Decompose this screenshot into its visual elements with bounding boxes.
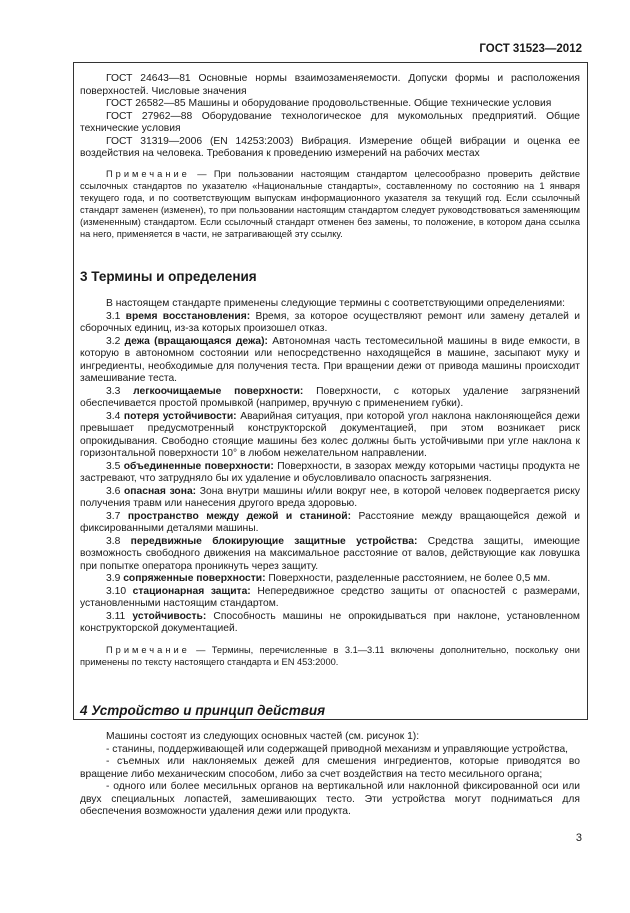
section-4-paragraph: - станины, поддерживающей или содержащей приводной механизм и управляющие устройства,: [106, 743, 569, 755]
section-3: [80, 269, 580, 668]
term-number: 3.7: [106, 510, 128, 522]
term-text: Поверхности, в зазорах между которыми частицы продукта не застревают, что затрудняло бы их удаление и обусловливало опасность загрязнения.: [80, 460, 580, 484]
term-name: пространство между дежой и станиной:: [127, 510, 352, 522]
term-name: сопряженные поверхности:: [123, 573, 266, 584]
term-definition: [80, 386, 580, 411]
note-label: Примечание: [106, 168, 190, 179]
reference-item: ГОСТ 24643—81 Основные нормы взаимозаменяемости. Допуски формы и расположения поверхностей. Числовые значения: [80, 73, 580, 97]
term-number: 3.6: [106, 485, 124, 497]
term-definition: [80, 511, 580, 536]
term-number: 3.11: [106, 610, 133, 622]
term-name: легкоочищаемые поверхности:: [133, 385, 304, 397]
section-3-note: [80, 644, 580, 668]
note-text: — Термины, перечисленные в 3.1—3.11 включены дополнительно, поскольку они применены по тексту настоящего стандарта и EN 453:2000.: [80, 644, 580, 667]
term-text: Зона внутри машины и/или вокруг нее, в которой человек подвергается риску получения травм или нанесения другого вреда здоровью.: [80, 485, 580, 509]
term-name: передвижные блокирующие защитные устройства:: [130, 535, 418, 547]
term-number: 3.4: [106, 410, 124, 422]
section-4: [80, 703, 580, 819]
term-name: стационарная защита:: [132, 585, 251, 597]
term-text: Автономная часть тестомесильной машины в виде емкости, в которую в автономном состоянии или непосредственно находящейся в машине, засыпают муку и ингредиенты, необходимые для получения теста. При вращении дежи от привода машины происходит замешивание теста.: [80, 335, 580, 384]
term-number: 3.2: [106, 335, 125, 347]
term-definition: [80, 486, 580, 511]
term-definition: [80, 586, 580, 611]
term-text: Средства защиты, имеющие возможность свободного движения на максимальное расстояние от валов, действующие как ловушка при попытке оператора проникнуть через защиту.: [80, 535, 580, 572]
reference-item: ГОСТ 27962—88 Оборудование технологическое для мукомольных предприятий. Общие технические условия: [80, 110, 580, 134]
term-text: Способность машины не опрокидываться при наклоне, установленном конструкторской документацией.: [80, 610, 580, 634]
term-name: потеря устойчивости:: [123, 410, 237, 422]
term-definition: [80, 411, 580, 461]
section-3-title: 3 Термины и определения: [80, 269, 257, 284]
page-number: 3: [575, 832, 582, 844]
note: [80, 168, 580, 240]
reference-item: ГОСТ 26582—85 Машины и оборудование продовольственные. Общие технические условия: [106, 98, 552, 109]
term-text: Поверхности, с которых удаление загрязнений обеспечивается простой промывкой (например, вручную с применением губки).: [80, 385, 580, 409]
term-number: 3.8: [106, 535, 131, 547]
note-label: Примечание: [106, 644, 190, 655]
term-text: Расстояние между вращающейся дежой и фиксированными деталями машины.: [80, 510, 580, 534]
section-4-title: 4 Устройство и принцип действия: [80, 703, 326, 718]
term-name: время восстановления:: [125, 310, 251, 322]
section-4-paragraph: - съемных или наклоняемых дежей для смешения ингредиентов, которые приводятся во вращение либо механическим способом, либо за счет воздействия на тесто месильного органа;: [80, 756, 580, 780]
term-number: 3.10: [106, 585, 133, 597]
term-definition: [80, 461, 580, 486]
term-number: 3.9: [106, 573, 124, 584]
reference-item: ГОСТ 31319—2006 (EN 14253:2003) Вибрация. Измерение общей вибрации и оценка ее воздействия на человека. Требования к проведению измерений на рабочих местах: [80, 135, 580, 159]
section-4-paragraph: - одного или более месильных органов на вертикальной или наклонной фиксированной оси или двух специальных лопастей, замешивающих тесто. Эти устройства могут подниматься для обеспечения возможности удаления дежи или продукта.: [80, 781, 580, 817]
note-text: — При пользовании настоящим стандартом целесообразно проверить действие ссылочных стандартов по указателю «Национальные стандарты», составленному по состоянию на 1 января текущего года, и по соответствующим выпускам информационного указателя за текущий год. Если ссылочный стандарт заменен (изменен), то при пользовании настоящим стандартом следует руководствоваться заменяющим (измененным) стандартом. Если ссылочный стандарт отменен без замены, то положение, в котором дана ссылка на него, применяется в части, не затрагивающей эту ссылку.: [80, 168, 580, 239]
normative-references: [80, 73, 580, 240]
term-number: 3.3: [106, 385, 134, 397]
document-code: ГОСТ 31523—2012: [479, 43, 582, 55]
term-name: устойчивость:: [132, 610, 207, 622]
term-name: дежа (вращающаяся дежа):: [124, 335, 268, 347]
term-definition: [80, 611, 580, 636]
term-definition: [80, 336, 580, 386]
term-text: Непередвижное средство защиты от опасностей с размерами, установленными настоящим стандартом.: [80, 585, 580, 609]
term-text: Аварийная ситуация, при которой угол наклона наклоняющейся дежи превышает предусмотренный конструкторской документацией, при этом возникает риск опрокидывания. Свободно стоящие машины без колес должны быть устойчивыми при угле наклона к горизонтальной поверхности 10° в любом нежелательном направлении.: [80, 410, 580, 459]
section-3-intro: В настоящем стандарте применены следующие термины с соответствующими определениями:: [106, 298, 566, 309]
term-name: объединенные поверхности:: [123, 460, 274, 472]
term-name: опасная зона:: [123, 485, 197, 497]
term-definition: [80, 573, 580, 586]
section-4-paragraph: Машины состоят из следующих основных частей (см. рисунок 1):: [106, 731, 420, 742]
term-list: [80, 311, 580, 636]
term-definition: [80, 311, 580, 336]
term-text: Поверхности, разделенные расстоянием, не более 0,5 мм.: [265, 573, 551, 584]
term-number: 3.5: [106, 460, 124, 472]
term-text: Время, за которое осуществляют ремонт или замену деталей и сборочных единиц, из-за которых произошел отказ.: [80, 310, 580, 334]
term-number: 3.1: [106, 310, 126, 322]
term-definition: [80, 536, 580, 574]
